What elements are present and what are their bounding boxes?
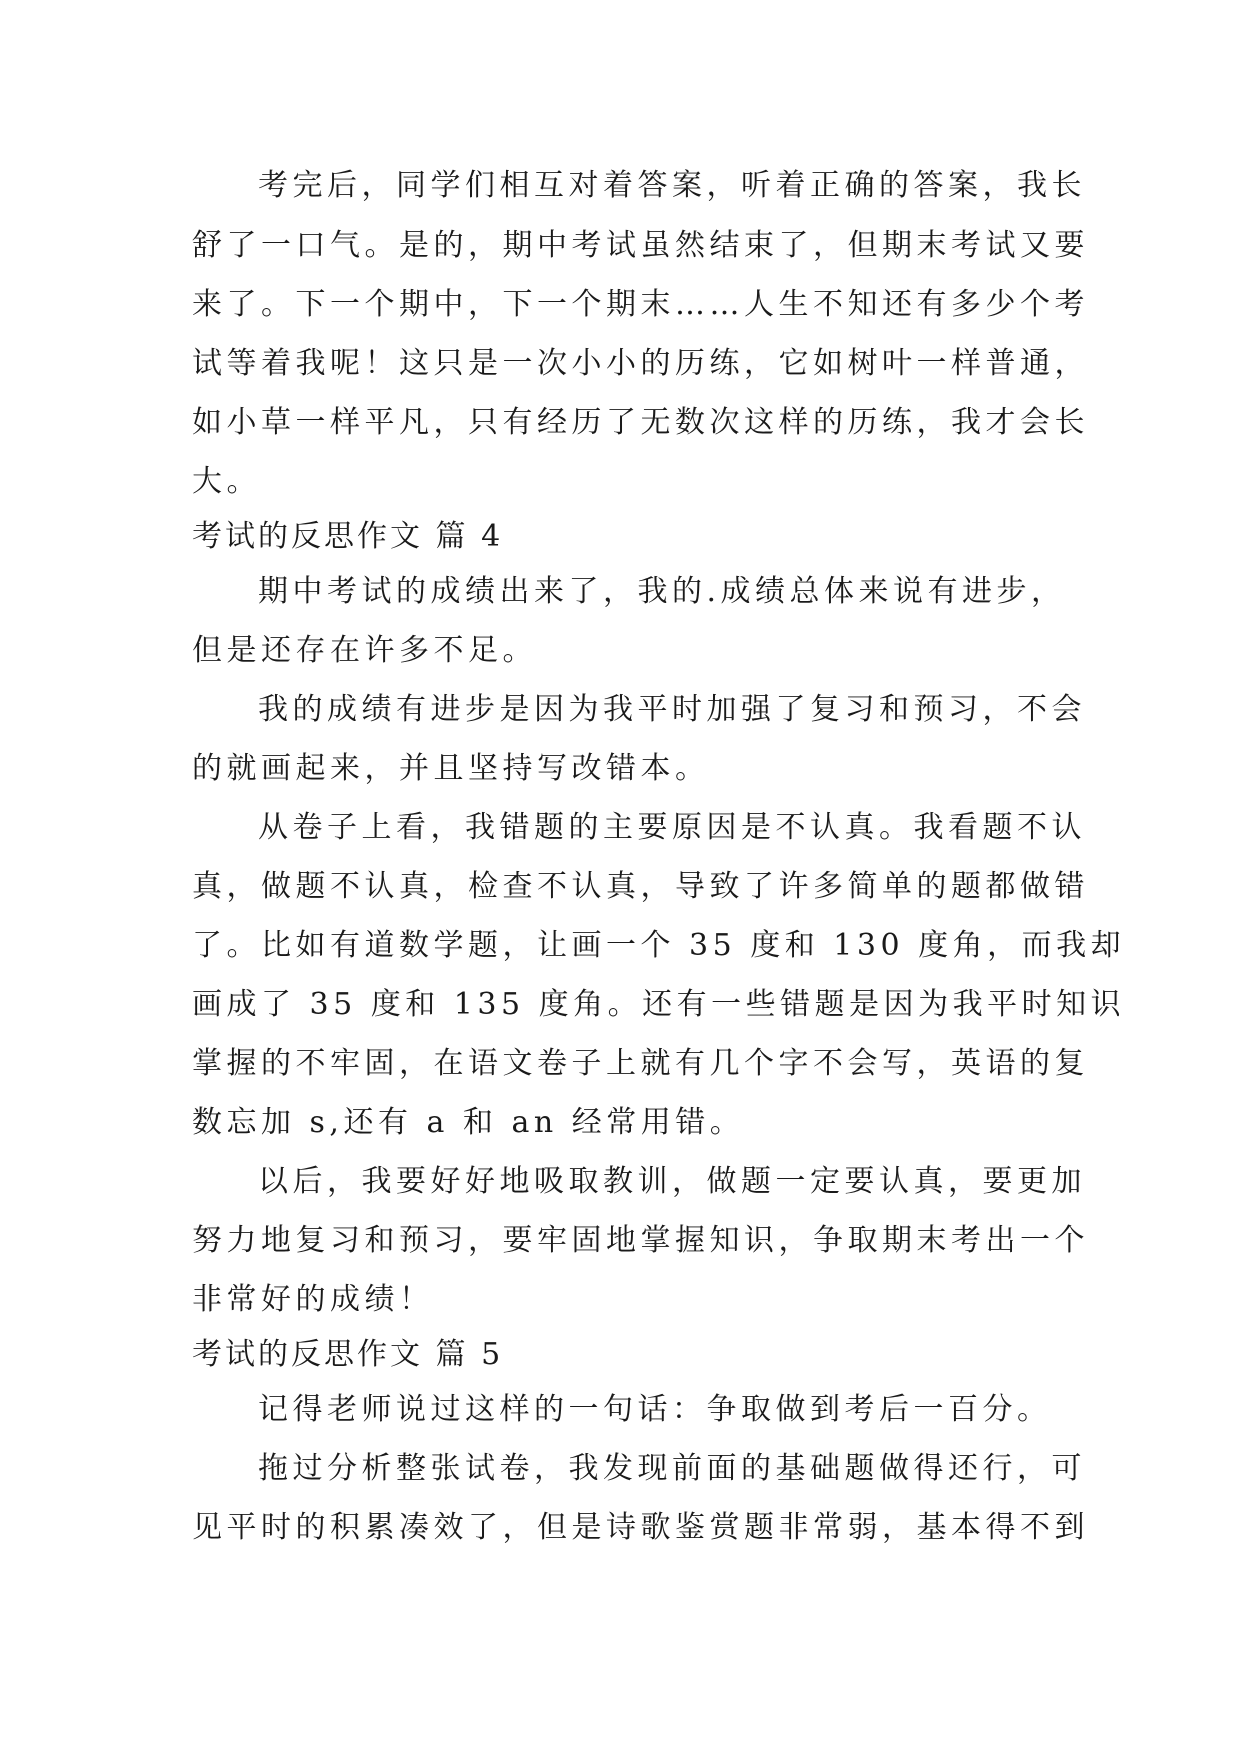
paragraph-line: 记得老师说过这样的一句话：争取做到考后一百分。 [258, 1392, 1052, 1427]
paragraph-line: 努力地复习和预习，要牢固地掌握知识，争取期末考出一个 [192, 1223, 1089, 1258]
paragraph-line: 舒了一口气。是的，期中考试虽然结束了，但期末考试又要 [192, 228, 1089, 263]
paragraph-line: 来了。下一个期中，下一个期末……人生不知还有多少个考 [192, 287, 1089, 322]
paragraph-line: 大。 [192, 464, 261, 499]
paragraph-line: 画成了 35 度和 135 度角。还有一些错题是因为我平时知识 [192, 987, 1126, 1022]
paragraph-line: 试等着我呢！这只是一次小小的历练，它如树叶一样普通， [192, 346, 1089, 381]
paragraph-line: 数忘加 s,还有 a 和 an 经常用错。 [192, 1105, 745, 1140]
section-heading: 考试的反思作文 篇 5 [192, 1337, 504, 1372]
section-heading: 考试的反思作文 篇 4 [192, 519, 504, 554]
paragraph-line: 非常好的成绩！ [192, 1282, 434, 1317]
paragraph-line: 考完后，同学们相互对着答案，听着正确的答案，我长 [258, 168, 1086, 203]
paragraph-line: 真，做题不认真，检查不认真，导致了许多简单的题都做错 [192, 869, 1089, 904]
paragraph-line: 掌握的不牢固，在语文卷子上就有几个字不会写，英语的复 [192, 1046, 1089, 1081]
paragraph-line: 期中考试的成绩出来了，我的.成绩总体来说有进步， [258, 574, 1066, 609]
paragraph-line: 但是还存在许多不足。 [192, 633, 537, 668]
paragraph-line: 见平时的积累凑效了，但是诗歌鉴赏题非常弱，基本得不到 [192, 1510, 1089, 1545]
paragraph-line: 如小草一样平凡，只有经历了无数次这样的历练，我才会长 [192, 405, 1089, 440]
paragraph-line: 从卷子上看，我错题的主要原因是不认真。我看题不认 [258, 810, 1086, 845]
paragraph-line: 以后，我要好好地吸取教训，做题一定要认真，要更加 [258, 1164, 1086, 1199]
paragraph-line: 的就画起来，并且坚持写改错本。 [192, 751, 710, 786]
paragraph-line: 拖过分析整张试卷，我发现前面的基础题做得还行，可 [258, 1451, 1086, 1486]
paragraph-line: 我的成绩有进步是因为我平时加强了复习和预习，不会 [258, 692, 1086, 727]
paragraph-line: 了。比如有道数学题，让画一个 35 度和 130 度角，而我却 [192, 928, 1126, 963]
